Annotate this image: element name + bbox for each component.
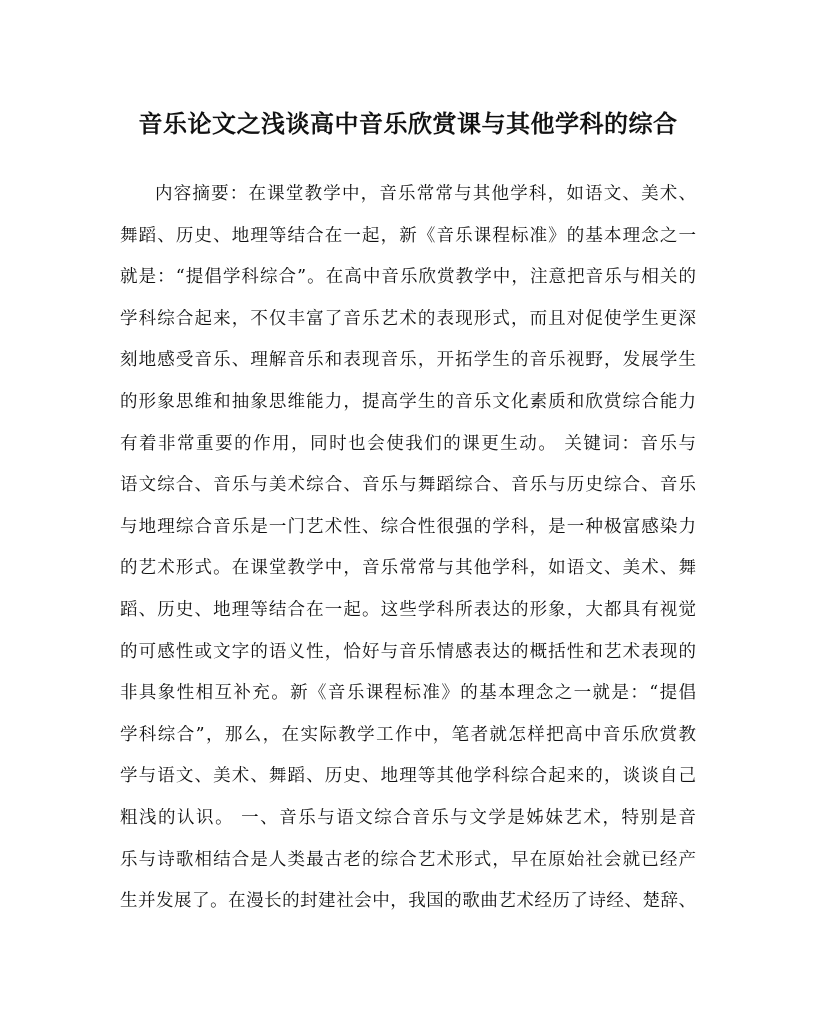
document-body bbox=[120, 174, 696, 923]
body-line: 学科综合”，那么，在实际教学工作中，笔者就怎样把高中音乐欣赏教 bbox=[120, 724, 696, 745]
body-line: 粗浅的认识。 一、音乐与语文综合音乐与文学是姊妹艺术，特别是音 bbox=[120, 807, 696, 828]
body-line: 内容摘要：在课堂教学中，音乐常常与其他学科，如语文、美术、 bbox=[155, 184, 696, 204]
body-line: 的形象思维和抽象思维能力，提高学生的音乐文化素质和欣赏综合能力 bbox=[120, 391, 696, 412]
body-line: 与地理综合音乐是一门艺术性、综合性很强的学科，是一种极富感染力 bbox=[120, 516, 696, 537]
body-line: 的艺术形式。在课堂教学中，音乐常常与其他学科，如语文、美术、舞 bbox=[120, 558, 696, 579]
body-line: 学科综合起来，不仅丰富了音乐艺术的表现形式，而且对促使学生更深 bbox=[120, 308, 696, 329]
body-line: 学与语文、美术、舞蹈、历史、地理等其他学科综合起来的，谈谈自己 bbox=[120, 766, 696, 787]
body-line: 非具象性相互补充。新《音乐课程标准》的基本理念之一就是：“提倡 bbox=[120, 683, 696, 704]
body-line: 乐与诗歌相结合是人类最古老的综合艺术形式，早在原始社会就已经产 bbox=[120, 849, 696, 870]
body-line: 舞蹈、历史、地理等结合在一起，新《音乐课程标准》的基本理念之一 bbox=[120, 225, 696, 246]
body-line: 的可感性或文字的语义性，恰好与音乐情感表达的概括性和艺术表现的 bbox=[120, 641, 696, 662]
document-title: 音乐论文之浅谈高中音乐欣赏课与其他学科的综合 bbox=[138, 109, 678, 138]
body-line: 就是：“提倡学科综合”。在高中音乐欣赏教学中，注意把音乐与相关的 bbox=[120, 267, 696, 288]
body-line: 蹈、历史、地理等结合在一起。这些学科所表达的形象，大都具有视觉 bbox=[120, 599, 696, 620]
body-line: 有着非常重要的作用，同时也会使我们的课更生动。 关键词：音乐与 bbox=[120, 433, 696, 454]
body-line: 生并发展了。在漫长的封建社会中，我国的歌曲艺术经历了诗经、楚辞、 bbox=[120, 891, 696, 912]
body-line: 语文综合、音乐与美术综合、音乐与舞蹈综合、音乐与历史综合、音乐 bbox=[120, 475, 696, 496]
body-line: 刻地感受音乐、理解音乐和表现音乐，开拓学生的音乐视野，发展学生 bbox=[120, 350, 696, 371]
